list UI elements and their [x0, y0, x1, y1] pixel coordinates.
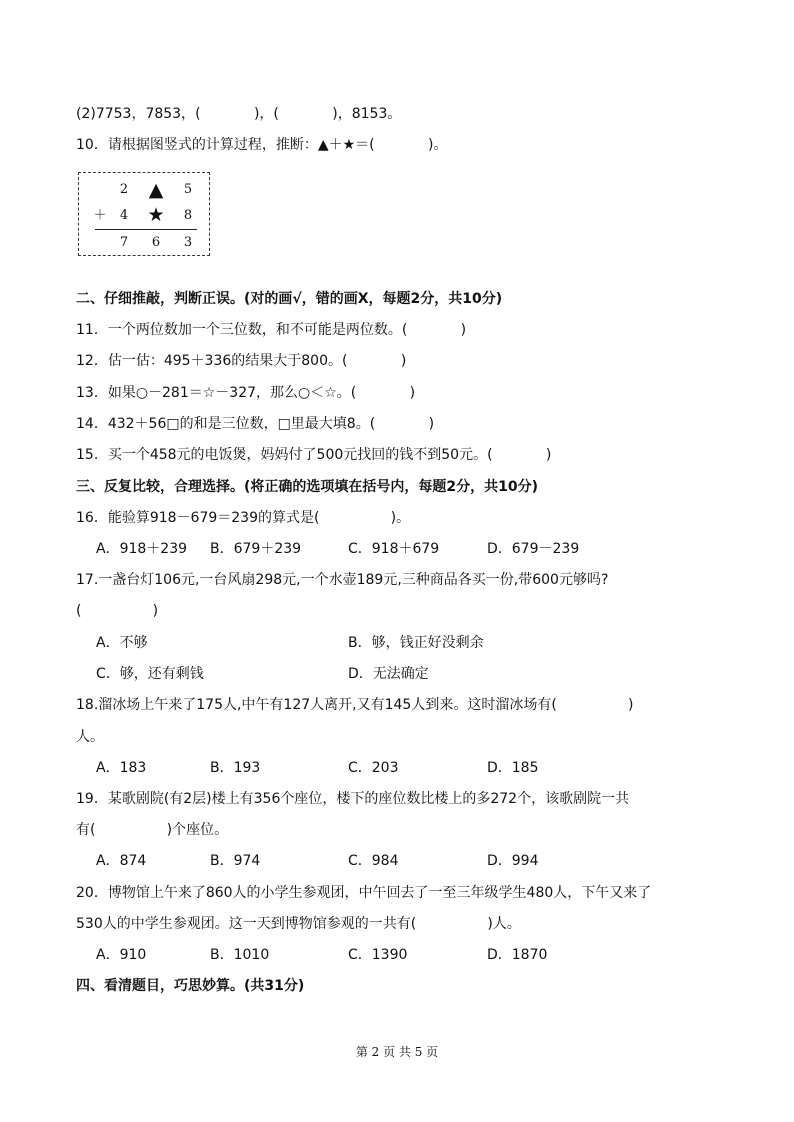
option-a: A．183 — [96, 760, 147, 776]
digit: 6 — [151, 235, 161, 250]
question-18-cont: 人。 — [76, 729, 104, 745]
question-14: 14．432＋56□的和是三位数，□里最大填8。( ) — [76, 416, 435, 432]
question-19: 19．某歌剧院(有2层)楼上有356个座位，楼下的座位数比楼上的多272个，该歌剧院一共 — [76, 791, 630, 807]
question-20-cont: 530人的中学生参观团。这一天到博物馆参观的一共有( )人。 — [76, 916, 521, 932]
question-15: 15．买一个458元的电饭煲，妈妈付了500元找回的钱不到50元。( ) — [76, 447, 552, 463]
option-b: B．193 — [210, 760, 261, 776]
question-17: 17.一盏台灯106元,一台风扇298元,一个水壶189元,三种商品各买一份,带600元够吗? — [76, 572, 609, 588]
option-a: A．918＋239 — [96, 541, 188, 557]
option-d: D．679－239 — [487, 541, 580, 557]
option-d: D．185 — [487, 760, 539, 776]
option-c: C．1390 — [348, 947, 408, 963]
option-c: C．够，还有剩钱 — [96, 666, 204, 682]
option-c: C．984 — [348, 853, 399, 869]
question-13: 13．如果○－281＝☆－327，那么○＜☆。( ) — [76, 385, 416, 401]
star-symbol: ★ — [147, 204, 165, 226]
vertical-calculation-box — [78, 172, 210, 256]
question-9-part-2: (2)7753，7853，( )，( )，8153。 — [76, 106, 402, 122]
question-12: 12．估一估：495＋336的结果大于800。( ) — [76, 353, 407, 369]
option-b: B．679＋239 — [210, 541, 302, 557]
option-a: A．874 — [96, 853, 147, 869]
page-footer: 第 2 页 共 5 页 — [355, 1045, 439, 1059]
digit: 8 — [183, 208, 193, 223]
sum-rule — [95, 229, 197, 230]
section-3-heading: 三、反复比较，合理选择。(将正确的选项填在括号内，每题2分，共10分) — [76, 479, 539, 495]
section-4-heading: 四、看清题目，巧思妙算。(共31分) — [76, 978, 305, 994]
section-2-heading: 二、仔细推敲，判断正误。(对的画√，错的画X，每题2分，共10分) — [76, 291, 503, 307]
question-20: 20．博物馆上午来了860人的小学生参观团，中午回去了一至三年级学生480人，下午又来了 — [76, 885, 652, 901]
option-b: B．974 — [210, 853, 261, 869]
question-19-cont: 有( )个座位。 — [76, 822, 229, 838]
question-17-blank: ( ) — [76, 603, 159, 619]
digit: 7 — [119, 235, 129, 250]
question-10: 10．请根据图竖式的计算过程，推断：▲＋★＝( )。 — [76, 137, 448, 153]
option-c: C．203 — [348, 760, 399, 776]
question-18: 18.溜冰场上午来了175人,中午有127人离开,又有145人到来。这时溜冰场有( ) — [76, 697, 634, 713]
option-d: D．无法确定 — [348, 666, 429, 682]
option-d: D．1870 — [487, 947, 548, 963]
question-11: 11．一个两位数加一个三位数，和不可能是两位数。( ) — [76, 322, 467, 338]
option-b: B．够，钱正好没剩余 — [348, 635, 484, 651]
option-a: A．不够 — [96, 635, 148, 651]
digit: 3 — [183, 235, 193, 250]
digit: 5 — [183, 182, 193, 197]
plus-sign: ＋ — [93, 208, 107, 223]
triangle-symbol: ▲ — [148, 179, 164, 201]
digit: 2 — [119, 182, 129, 197]
option-d: D．994 — [487, 853, 539, 869]
option-b: B．1010 — [210, 947, 270, 963]
option-c: C．918＋679 — [348, 541, 440, 557]
digit: 4 — [119, 208, 129, 223]
option-a: A．910 — [96, 947, 147, 963]
question-16: 16．能验算918－679＝239的算式是( )。 — [76, 510, 411, 526]
